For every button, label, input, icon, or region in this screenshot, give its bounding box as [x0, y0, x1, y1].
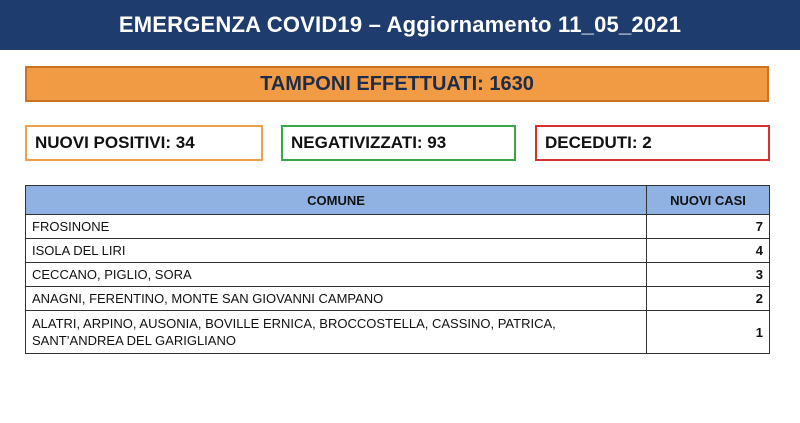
table-header-row — [26, 186, 770, 215]
casi-column-header: NUOVI CASI — [647, 186, 770, 215]
table-row — [26, 239, 770, 263]
casi-cell: 2 — [647, 287, 770, 311]
casi-cell: 1 — [647, 311, 770, 354]
comune-cell: FROSINONE — [26, 215, 647, 239]
tamponi-banner: TAMPONI EFFETTUATI: 1630 — [25, 66, 769, 102]
cases-table — [25, 185, 770, 354]
nuovi-positivi-box: NUOVI POSITIVI: 34 — [25, 125, 263, 161]
table-row — [26, 287, 770, 311]
deceduti-box: DECEDUTI: 2 — [535, 125, 770, 161]
table-row — [26, 263, 770, 287]
casi-cell: 3 — [647, 263, 770, 287]
casi-cell: 7 — [647, 215, 770, 239]
comune-cell: ALATRI, ARPINO, AUSONIA, BOVILLE ERNICA, BROCCOSTELLA, CASSINO, PATRICA, SANT’ANDREA DEL GARIGLIANO — [26, 311, 647, 354]
comune-cell: ISOLA DEL LIRI — [26, 239, 647, 263]
table-row — [26, 215, 770, 239]
negativizzati-box: NEGATIVIZZATI: 93 — [281, 125, 516, 161]
comune-cell: CECCANO, PIGLIO, SORA — [26, 263, 647, 287]
comune-column-header: COMUNE — [26, 186, 647, 215]
casi-cell: 4 — [647, 239, 770, 263]
comune-cell: ANAGNI, FERENTINO, MONTE SAN GIOVANNI CAMPANO — [26, 287, 647, 311]
table-row — [26, 311, 770, 354]
page-title: EMERGENZA COVID19 – Aggiornamento 11_05_2021 — [0, 0, 800, 50]
